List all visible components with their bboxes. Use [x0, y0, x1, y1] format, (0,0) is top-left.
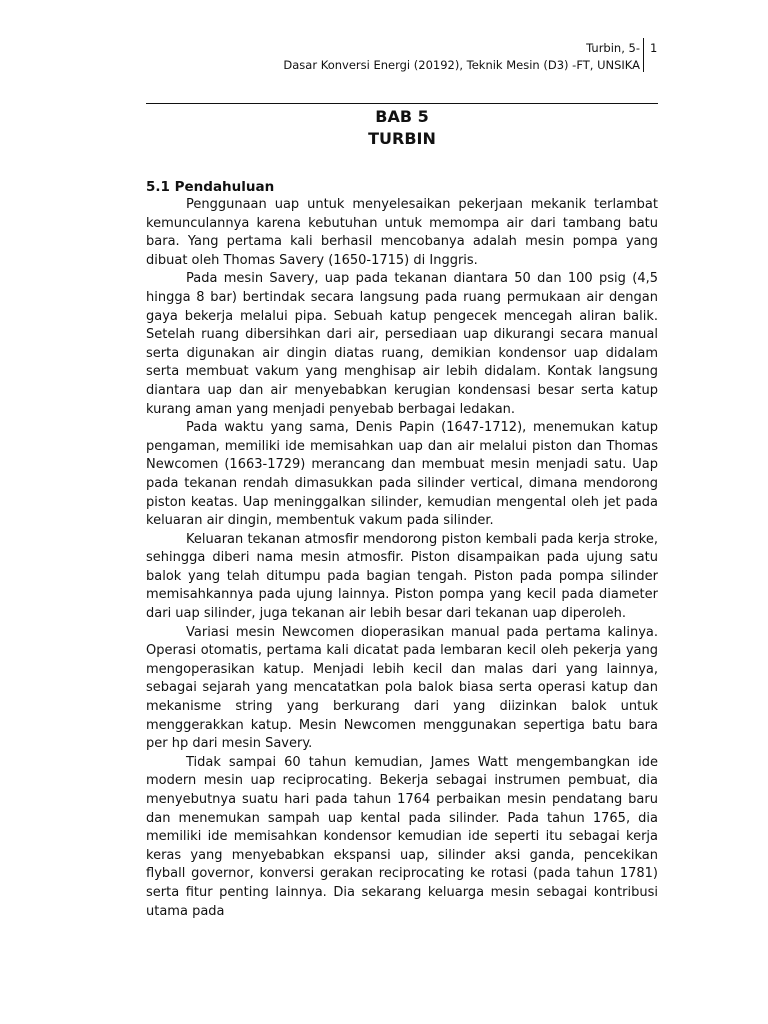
running-header [270, 40, 640, 74]
header-vertical-divider [643, 38, 644, 72]
paragraph: Pada mesin Savery, uap pada tekanan diantara 50 dan 100 psig (4,5 hingga 8 bar) bertindak secara langsung pada ruang permukaan air dengan gaya bekerja melalui pipa. Sebuah katup pengecek mencegah aliran balik. Setelah ruang dibersihkan dari air, persediaan uap dikurangi secara manual serta digunakan air dingin diatas ruang, demikian kondensor uap didalam serta membuat vakum yang menghisap air lebih didalam. Kontak langsung diantara uap dan air menyebabkan kerugian kondensasi besar serta katup kurang aman yang menjadi penyebab berbagai ledakan. [146, 271, 658, 417]
chapter-title [146, 106, 658, 150]
paragraph: Variasi mesin Newcomen dioperasikan manual pada pertama kalinya. Operasi otomatis, pertama kali dicatat pada lembaran kecil oleh pekerja yang mengoperasikan katup. Menjadi lebih kecil dan malas dari yang lainnya, sebagai sejarah yang mencatatkan pola balok biasa serta operasi katup dan mekanisme string yang berkurang dari yang diizinkan balok untuk menggerakkan katup. Mesin Newcomen menggunakan sepertiga batu bara per hp dari mesin Savery. [146, 624, 658, 752]
paragraph: Tidak sampai 60 tahun kemudian, James Watt mengembangkan ide modern mesin uap reciprocating. Bekerja sebagai instrumen pembuat, dia menyebutnya suatu hari pada tahun 1764 perbaikan mesin pendatang baru dan menemukan sampah uap kental pada silinder. Pada tahun 1765, dia memiliki ide memisahkan kondensor kemudian ide seperti itu sebagai kerja keras yang menyebabkan ekspansi uap, silinder aksi ganda, pencekikan flyball governor, konversi gerakan reciprocating ke rotasi (pada tahun 1781) serta fitur penting lainnya. Dia sekarang keluarga mesin sebagai kontribusi utama pada [146, 754, 658, 919]
header-chapter-ref: Turbin, 5- [586, 41, 640, 55]
paragraph: Pada waktu yang sama, Denis Papin (1647-1712), menemukan katup pengaman, memiliki ide memisahkan uap dan air melalui piston dan Thomas Newcomen (1663-1729) merancang dan membuat mesin menjadi satu. Uap pada tekanan rendah dimasukkan pada silinder vertical, dimana mendorong piston keatas. Uap meninggalkan silinder, kemudian mengental oleh jet pada keluaran air dingin, membentuk vakum pada silinder. [146, 420, 658, 529]
chapter-name: TURBIN [368, 129, 436, 148]
page-number: 1 [650, 41, 658, 55]
header-horizontal-rule [146, 103, 658, 104]
paragraph: Penggunaan uap untuk menyelesaikan pekerjaan mekanik terlambat kemunculannya karena kebutuhan untuk memompa air dari tambang batu bara. Yang pertama kali berhasil mencobanya adalah mesin pompa yang dibuat oleh Thomas Savery (1650-1715) di Inggris. [146, 197, 658, 268]
section-heading: 5.1 Pendahuluan [146, 179, 275, 195]
header-course-info: Dasar Konversi Energi (20192), Teknik Mesin (D3) -FT, UNSIKA [283, 58, 640, 72]
paragraph: Keluaran tekanan atmosfir mendorong piston kembali pada kerja stroke, sehingga diberi nama mesin atmosfir. Piston disampaikan pada ujung satu balok yang telah ditumpu pada bagian tengah. Piston pada pompa silinder memisahkannya pada ujung lainnya. Piston pompa yang kecil pada diameter dari uap silinder, juga tekanan air lebih besar dari tekanan uap diperoleh. [146, 531, 658, 622]
chapter-number: BAB 5 [375, 107, 429, 126]
body-text [146, 196, 658, 921]
